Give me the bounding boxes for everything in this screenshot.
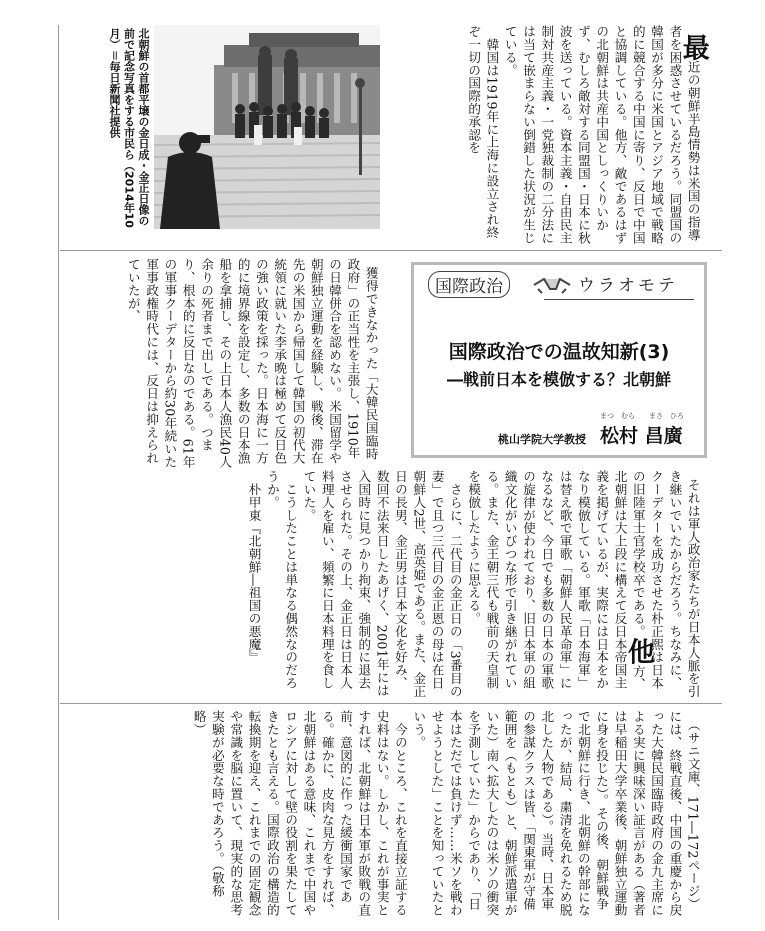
article-upper-left — [62, 258, 398, 470]
series-header — [426, 269, 696, 299]
middle-text: 方、北朝鮮は大上段に構えて反日本帝国主義を掲げているが、実際には日本をかなり模倣している。軍歌「日本海軍」は替え歌で軍歌「朝鮮人民革命軍」になるなど、今日でも多数の日本の軍歌の旋律が使われており、旧日本軍の組織文化がいびつな形で引き継がれている。また、金王朝三代も戦前の天皇制を模倣したように思える。 さらに、二代目の金正日の「3番目の妻」で且つ三代目の金正恩の母は在日朝鮮人2世、高英姫である。また、金正日の長男、金正男は日本文化を好み、数回不法来日したあげく、2001年には入国時に見つかり拘束、強制的に退去させられた。その上、金正日は日本人料理人を雇い、頻繁に日本料理を食していた。 こうしたことは単なる偶然なのだろうか。 朴甲東『北朝鮮―祖国の悪魔』 — [246, 470, 646, 698]
author-affiliation: 桃山学院大学教授 — [498, 433, 586, 446]
divider-left — [58, 25, 59, 920]
title-box — [411, 262, 707, 458]
article-bottom — [62, 710, 720, 922]
photo-caption: 北朝鮮の首都平壌の金日成・金正日像の前で記念写真をする市民ら（2014年10月）＝毎日新聞社提供 — [108, 28, 150, 228]
upper-left-text: 獲得できなかった「大韓民国臨時政府」の正当性を主張し、1910年の日韓併合を認めない。米国留学や朝鮮独立運動を経験し、戦後、滞在先の米国から帰国して韓国の初代大統領に就いた李承晩は極めて反日色の強い政策を採った。日本海に一方的に境界線を設定し、多数の日本漁船を拿捕し、その上日本人漁民40人余りの死者まで出しである。つまり、根本的に反日なのである。61年の軍事クーデターから約30年続いた軍事政権時代には、反日は抑えられていたが、 — [125, 258, 379, 469]
article-title: 国際政治での温故知新(3) — [448, 341, 670, 363]
series-underline — [544, 299, 694, 300]
author-ruby: まつ むら まさ ひろ — [600, 412, 684, 420]
divider-middle — [60, 703, 722, 704]
article-middle — [62, 470, 720, 698]
author-name: 松村 昌廣 — [600, 425, 683, 447]
divider-upper — [60, 250, 722, 251]
intro-text: 近の朝鮮半島情勢は米国の指導者を困惑させているだろう。同盟国の韓国が多分に米国とアジア地域で戦略的に競合する中国に寄り、反日で中国と協調している。他方、敵であるはずの北朝鮮は共産中国としっくりいかず、むしろ敵対する同盟国・日本に秋波を送っている。資本主義・自由民主制対共産主義・一党独裁制の二分法には当て嵌まらない倒錯した状況が生じている。 韓国は1919年に上海に設立され終ぞ一切の国際的承認を — [466, 25, 701, 245]
handshake-icon — [532, 269, 572, 297]
news-photo — [154, 25, 380, 229]
middle-right-text: それは軍人政治家たちが日本人脈を引き継いでいたからだろう。ちなみに、クーデターを成功させた朴正煕は日本の旧陸軍士官学校卒である。 — [630, 470, 701, 698]
bottom-text: （サニ文庫、171―172ページ）には、終戦直後、中国の重慶から戻った大韓民国臨時政府の金九主席による実に興味深い証言がある（著者は早稲田大学卒業後、朝鮮独立運動に身を投じた）。その後、朝鮮戦争で北朝鮮に行き、北朝鮮の幹部になったが、結局、粛清を免れるため脱北した人物である）。当時、日本軍の参謀クラスは皆、「関東軍が守備範囲を（もとも）と、朝鮮派遣軍がいた）南へ拡大したのは米ソの衝突を予測していた」からであり、「日本はただでは負けず……米ソを戦わせようとした」ことを知っていたという。 今のところ、これを直接立証する史料はない。しかし、これが事実とすれば、北朝鮮は日本軍が敗戦の直前、意図的に作った緩衝国家である。確かに、皮肉な見方をすれば、北朝鮮はある意味、これまで中国やロシアに対して壁の役割を果たしてきたとも言える。国際政治の構造的転換期を迎え、これまでの固定観念や常識を脳に置いて、現実的な思考実験が必要な時であろう。（敬称略） — [191, 710, 701, 917]
series-label-left: 国際政治 — [428, 271, 510, 298]
photo-kim-statues-plaza — [154, 25, 380, 229]
intro-drop-cap: 最 — [677, 33, 709, 61]
article-intro — [388, 25, 720, 250]
article-subtitle: ―戦前日本を模倣する？北朝鮮 — [446, 370, 671, 389]
series-label-right: ウラオモテ — [578, 276, 678, 296]
second-drop-cap: 他 — [622, 637, 654, 665]
